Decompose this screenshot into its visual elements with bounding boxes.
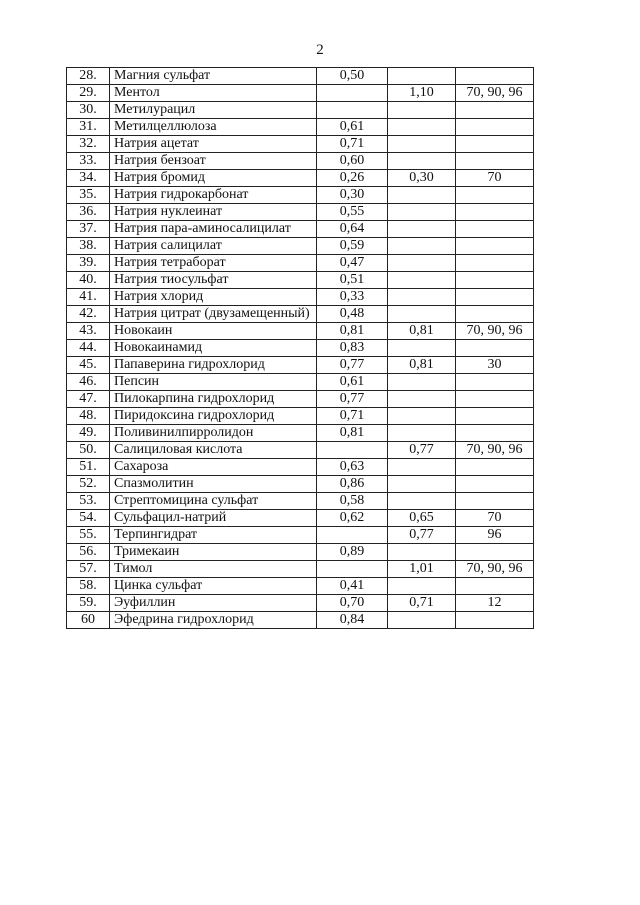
value-3-cell — [456, 119, 534, 136]
value-1-cell: 0,48 — [317, 306, 388, 323]
substance-name-cell: Натрия салицилат — [110, 238, 317, 255]
substance-name-cell: Сульфацил-натрий — [110, 510, 317, 527]
table-row — [67, 289, 534, 306]
value-3-cell — [456, 340, 534, 357]
substance-name-cell: Новокаин — [110, 323, 317, 340]
substance-name-cell: Натрия гидрокарбонат — [110, 187, 317, 204]
row-number-cell: 32. — [67, 136, 110, 153]
value-2-cell — [388, 255, 456, 272]
value-2-cell — [388, 289, 456, 306]
value-2-cell: 0,77 — [388, 527, 456, 544]
table-row — [67, 357, 534, 374]
value-2-cell — [388, 119, 456, 136]
substance-name-cell: Метилурацил — [110, 102, 317, 119]
value-1-cell: 0,58 — [317, 493, 388, 510]
row-number-cell: 36. — [67, 204, 110, 221]
row-number-cell: 53. — [67, 493, 110, 510]
row-number-cell: 55. — [67, 527, 110, 544]
table-row — [67, 238, 534, 255]
table-row — [67, 391, 534, 408]
value-1-cell — [317, 102, 388, 119]
value-3-cell — [456, 374, 534, 391]
table-row — [67, 476, 534, 493]
substance-name-cell: Стрептомицина сульфат — [110, 493, 317, 510]
row-number-cell: 52. — [67, 476, 110, 493]
value-2-cell — [388, 476, 456, 493]
table-row — [67, 374, 534, 391]
row-number-cell: 34. — [67, 170, 110, 187]
substance-name-cell: Натрия ацетат — [110, 136, 317, 153]
value-1-cell: 0,30 — [317, 187, 388, 204]
table-row — [67, 510, 534, 527]
table-row — [67, 136, 534, 153]
value-2-cell: 0,30 — [388, 170, 456, 187]
substance-name-cell: Цинка сульфат — [110, 578, 317, 595]
value-1-cell: 0,50 — [317, 68, 388, 85]
value-3-cell — [456, 544, 534, 561]
substance-name-cell: Новокаинамид — [110, 340, 317, 357]
table-row — [67, 204, 534, 221]
row-number-cell: 59. — [67, 595, 110, 612]
table-row — [67, 442, 534, 459]
table-row — [67, 187, 534, 204]
row-number-cell: 44. — [67, 340, 110, 357]
table-row — [67, 544, 534, 561]
value-3-cell — [456, 612, 534, 629]
value-3-cell — [456, 136, 534, 153]
row-number-cell: 43. — [67, 323, 110, 340]
table-row — [67, 527, 534, 544]
value-3-cell — [456, 425, 534, 442]
row-number-cell: 31. — [67, 119, 110, 136]
value-3-cell: 70, 90, 96 — [456, 323, 534, 340]
row-number-cell: 50. — [67, 442, 110, 459]
value-1-cell: 0,71 — [317, 136, 388, 153]
substance-name-cell: Натрия нуклеинат — [110, 204, 317, 221]
table-row — [67, 68, 534, 85]
value-1-cell: 0,59 — [317, 238, 388, 255]
value-2-cell — [388, 187, 456, 204]
value-3-cell — [456, 68, 534, 85]
row-number-cell: 30. — [67, 102, 110, 119]
value-1-cell: 0,81 — [317, 323, 388, 340]
value-3-cell: 70, 90, 96 — [456, 442, 534, 459]
value-3-cell — [456, 578, 534, 595]
table-row — [67, 255, 534, 272]
value-3-cell — [456, 221, 534, 238]
table-row — [67, 153, 534, 170]
row-number-cell: 60 — [67, 612, 110, 629]
value-2-cell — [388, 408, 456, 425]
value-1-cell: 0,62 — [317, 510, 388, 527]
value-3-cell: 96 — [456, 527, 534, 544]
value-2-cell — [388, 544, 456, 561]
table-row — [67, 272, 534, 289]
value-3-cell: 12 — [456, 595, 534, 612]
table-row — [67, 459, 534, 476]
value-1-cell: 0,41 — [317, 578, 388, 595]
substance-name-cell: Спазмолитин — [110, 476, 317, 493]
table-row — [67, 561, 534, 578]
value-3-cell — [456, 102, 534, 119]
substance-name-cell: Терпингидрат — [110, 527, 317, 544]
substance-name-cell: Тримекаин — [110, 544, 317, 561]
value-3-cell — [456, 476, 534, 493]
table-row — [67, 493, 534, 510]
substance-name-cell: Натрия бензоат — [110, 153, 317, 170]
table-row — [67, 340, 534, 357]
row-number-cell: 58. — [67, 578, 110, 595]
value-3-cell: 30 — [456, 357, 534, 374]
value-3-cell — [456, 153, 534, 170]
value-2-cell — [388, 272, 456, 289]
value-1-cell: 0,33 — [317, 289, 388, 306]
value-2-cell — [388, 238, 456, 255]
substance-name-cell: Пепсин — [110, 374, 317, 391]
table-row — [67, 85, 534, 102]
substance-name-cell: Поливинилпирролидон — [110, 425, 317, 442]
value-3-cell — [456, 391, 534, 408]
value-1-cell — [317, 561, 388, 578]
substance-name-cell: Пиридоксина гидрохлорид — [110, 408, 317, 425]
value-1-cell: 0,84 — [317, 612, 388, 629]
value-1-cell: 0,77 — [317, 357, 388, 374]
substance-name-cell: Ментол — [110, 85, 317, 102]
value-2-cell — [388, 306, 456, 323]
value-1-cell: 0,70 — [317, 595, 388, 612]
substance-name-cell: Натрия тиосульфат — [110, 272, 317, 289]
row-number-cell: 46. — [67, 374, 110, 391]
substance-name-cell: Натрия тетраборат — [110, 255, 317, 272]
value-2-cell — [388, 221, 456, 238]
table-row — [67, 425, 534, 442]
row-number-cell: 38. — [67, 238, 110, 255]
value-3-cell — [456, 238, 534, 255]
value-2-cell: 0,71 — [388, 595, 456, 612]
value-1-cell: 0,77 — [317, 391, 388, 408]
value-1-cell: 0,64 — [317, 221, 388, 238]
table-row — [67, 578, 534, 595]
value-1-cell: 0,60 — [317, 153, 388, 170]
value-1-cell — [317, 442, 388, 459]
value-2-cell — [388, 493, 456, 510]
value-1-cell: 0,51 — [317, 272, 388, 289]
value-1-cell: 0,47 — [317, 255, 388, 272]
table-row — [67, 306, 534, 323]
value-2-cell — [388, 612, 456, 629]
value-2-cell — [388, 340, 456, 357]
value-1-cell: 0,86 — [317, 476, 388, 493]
value-2-cell — [388, 68, 456, 85]
value-3-cell: 70, 90, 96 — [456, 85, 534, 102]
value-1-cell: 0,63 — [317, 459, 388, 476]
substance-name-cell: Салициловая кислота — [110, 442, 317, 459]
value-1-cell: 0,71 — [317, 408, 388, 425]
table-row — [67, 170, 534, 187]
row-number-cell: 48. — [67, 408, 110, 425]
value-1-cell: 0,61 — [317, 374, 388, 391]
substance-name-cell: Натрия цитрат (двузамещенный) — [110, 306, 317, 323]
value-3-cell — [456, 493, 534, 510]
value-1-cell — [317, 85, 388, 102]
value-2-cell — [388, 459, 456, 476]
substance-name-cell: Тимол — [110, 561, 317, 578]
value-3-cell — [456, 408, 534, 425]
value-3-cell — [456, 289, 534, 306]
value-1-cell: 0,81 — [317, 425, 388, 442]
substance-name-cell: Натрия пара-аминосалицилат — [110, 221, 317, 238]
table-body — [67, 68, 534, 629]
row-number-cell: 49. — [67, 425, 110, 442]
value-2-cell — [388, 391, 456, 408]
value-3-cell — [456, 306, 534, 323]
value-1-cell: 0,61 — [317, 119, 388, 136]
value-2-cell — [388, 425, 456, 442]
row-number-cell: 37. — [67, 221, 110, 238]
value-2-cell: 0,81 — [388, 323, 456, 340]
row-number-cell: 54. — [67, 510, 110, 527]
value-2-cell — [388, 578, 456, 595]
row-number-cell: 28. — [67, 68, 110, 85]
row-number-cell: 35. — [67, 187, 110, 204]
value-2-cell: 1,01 — [388, 561, 456, 578]
row-number-cell: 57. — [67, 561, 110, 578]
substances-table — [66, 67, 534, 629]
table-row — [67, 323, 534, 340]
table-row — [67, 408, 534, 425]
substance-name-cell: Натрия хлорид — [110, 289, 317, 306]
value-1-cell — [317, 527, 388, 544]
value-3-cell: 70 — [456, 510, 534, 527]
value-1-cell: 0,89 — [317, 544, 388, 561]
value-2-cell: 0,81 — [388, 357, 456, 374]
table-row — [67, 612, 534, 629]
table-row — [67, 102, 534, 119]
value-3-cell — [456, 459, 534, 476]
value-2-cell: 0,77 — [388, 442, 456, 459]
row-number-cell: 45. — [67, 357, 110, 374]
value-2-cell — [388, 204, 456, 221]
value-2-cell — [388, 374, 456, 391]
value-1-cell: 0,83 — [317, 340, 388, 357]
substance-name-cell: Магния сульфат — [110, 68, 317, 85]
row-number-cell: 42. — [67, 306, 110, 323]
value-2-cell: 1,10 — [388, 85, 456, 102]
table-row — [67, 595, 534, 612]
substance-name-cell: Эуфиллин — [110, 595, 317, 612]
value-2-cell — [388, 136, 456, 153]
substance-name-cell: Эфедрина гидрохлорид — [110, 612, 317, 629]
value-2-cell: 0,65 — [388, 510, 456, 527]
value-3-cell — [456, 204, 534, 221]
table-row — [67, 221, 534, 238]
value-3-cell — [456, 255, 534, 272]
row-number-cell: 33. — [67, 153, 110, 170]
substance-name-cell: Пилокарпина гидрохлорид — [110, 391, 317, 408]
page-number: 2 — [316, 42, 324, 58]
row-number-cell: 29. — [67, 85, 110, 102]
substance-name-cell: Метилцеллюлоза — [110, 119, 317, 136]
substance-name-cell: Натрия бромид — [110, 170, 317, 187]
row-number-cell: 51. — [67, 459, 110, 476]
substance-name-cell: Сахароза — [110, 459, 317, 476]
row-number-cell: 41. — [67, 289, 110, 306]
value-3-cell — [456, 272, 534, 289]
row-number-cell: 56. — [67, 544, 110, 561]
value-3-cell: 70 — [456, 170, 534, 187]
row-number-cell: 40. — [67, 272, 110, 289]
value-3-cell: 70, 90, 96 — [456, 561, 534, 578]
row-number-cell: 47. — [67, 391, 110, 408]
value-1-cell: 0,55 — [317, 204, 388, 221]
row-number-cell: 39. — [67, 255, 110, 272]
value-3-cell — [456, 187, 534, 204]
value-1-cell: 0,26 — [317, 170, 388, 187]
table-row — [67, 119, 534, 136]
substance-name-cell: Папаверина гидрохлорид — [110, 357, 317, 374]
value-2-cell — [388, 102, 456, 119]
value-2-cell — [388, 153, 456, 170]
